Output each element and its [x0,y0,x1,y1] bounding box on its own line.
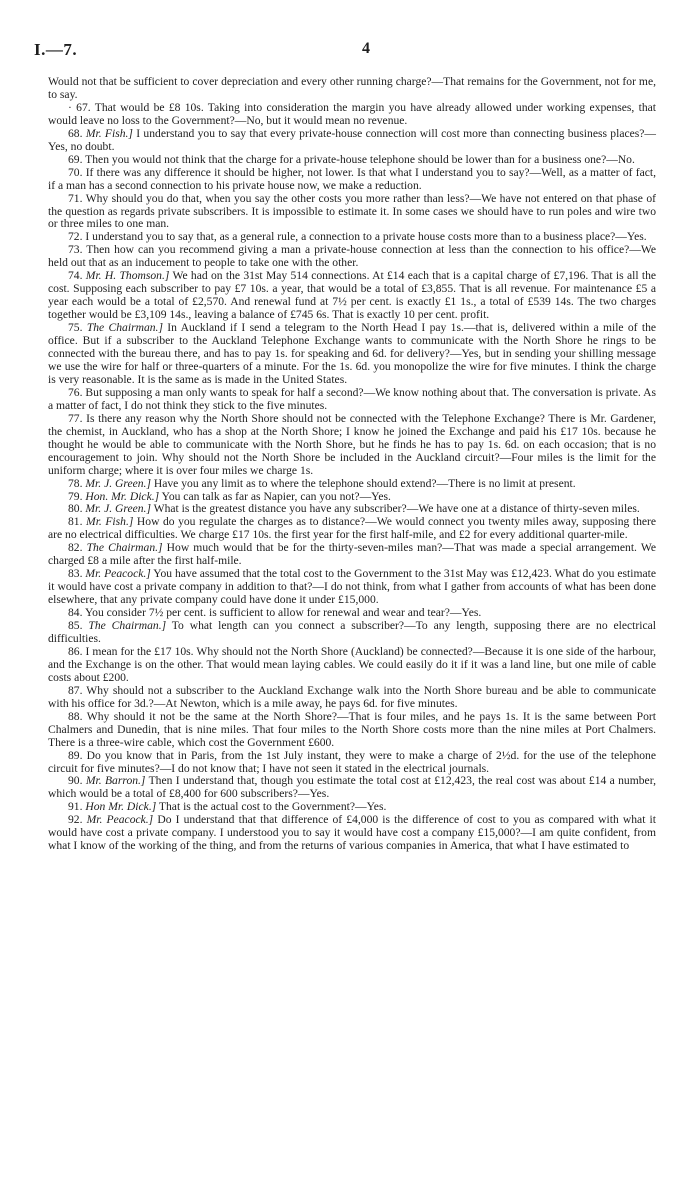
paragraph-text: 89. Do you know that in Paris, from the 1st July instant, they were to make a charge of 2½d. for the use of the telephone circuit for five minutes?—I do not know that; I have not seen it stated in the electrical journals. [48,748,656,775]
speaker-name: The Chairman.] [86,541,163,555]
paragraph-text: 73. Then how can you recommend giving a man a private-house connection at less than the connection to his office?—We held out that as an inducement to people to take one with the other. [48,243,656,270]
speaker-name: Mr. J. Green.] [85,502,151,516]
paragraph [48,128,656,154]
speaker-name: Hon. Mr. Dick.] [85,489,160,503]
speaker-name: The Chairman.] [88,619,167,633]
paragraph-text: 80. [68,502,86,516]
paragraph-text: 83. [68,567,86,581]
paragraph [48,76,656,102]
paragraph-rest: You have assumed that the total cost to the Government to the 31st May was £12,423. What do you estimate it would have cost a private company in addition to that?—I do not think, from what I gather from accounts of what has been done elsewhere, that any private company could have done it under £15,000. [48,567,656,607]
paragraph-text: 76. But supposing a man only wants to speak for half a second?—We know nothing about that. The conversation is private. As a matter of fact, I do not think they stick to the five minutes. [48,385,656,412]
paragraph-rest: You can talk as far as Napier, can you not?—Yes. [159,489,391,503]
paragraph-rest: To what length can you connect a subscriber?—To any length, supposing there are no electrical difficulties. [48,619,656,645]
paragraph [48,270,656,322]
paragraph [48,685,656,711]
paragraph [48,620,656,646]
paragraph-text: 71. Why should you do that, when you say the other costs you more rather than less?—We have not entered on that phase of the question as regards private subscribers. It is impossible to estimate it. In some cases we should have to run poles and wire two or three miles to one man. [48,191,656,231]
paragraph-text: 92. [68,813,87,827]
paragraph-text: 87. Why should not a subscriber to the Auckland Exchange walk into the North Shore bureau and be able to communicate with his office for 3d.?—At Newton, which is a mile away, he pays 6d. for five minutes. [48,683,656,710]
paragraph-text: 88. Why should it not be the same at the North Shore?—That is four miles, and he pays 1s. It is the same between Port Chalmers and Dunedin, that is nine miles. That four miles to the North Shore costs more than the nine miles at Port Chalmers. There is a three-wire cable, which cost the Government £600. [48,709,656,749]
paragraph-text: 72. I understand you to say that, as a general rule, a connection to a private house costs more than to a business place?—Yes. [68,230,647,244]
paragraph-text: 70. If there was any difference it should be higher, not lower. Is that what I understand you to say?—Well, as a matter of fact, if a man has a second connection to his private house now, we make a reduction. [48,165,656,192]
paragraph-rest: How much would that be for the thirty-seven-miles man?—That was made a special arrangement. We charged £8 a mile after the first half-mile. [48,541,657,568]
paragraph [48,322,656,387]
document-reference: I.—7. [34,40,78,59]
paragraph-text: 85. [68,619,89,633]
paragraph [48,167,656,193]
paragraph [48,516,656,542]
paragraph-text: 78. [68,476,86,490]
speaker-name: Mr. Fish.] [86,515,134,529]
paragraph-rest: How do you regulate the charges as to distance?—We would connect you twenty miles away, supposing there are no electrical difficulties. We charge £17 10s. the first year for the first half-mile, and £2 for every additional quarter-mile. [48,515,657,542]
paragraph [48,244,656,270]
paragraph [48,413,656,478]
paragraph-text: 75. [68,321,87,335]
paragraph-rest: Have you any limit as to where the telephone should extend?—There is no limit at present. [150,476,576,490]
paragraph-text: 86. I mean for the £17 10s. Why should not the North Shore (Auckland) be connected?—Because it is one side of the harbour, and the Exchange is on the other. That would mean laying cables. We could easily do it if it was a land line, but one mile of cable costs about £200. [48,644,656,684]
paragraph-text: 90. [68,774,86,788]
paragraph-text: 91. [68,800,86,814]
paragraph-text: 84. You consider 7½ per cent. is sufficient to allow for renewal and wear and tear?—Yes. [68,606,482,620]
paragraph [48,193,656,232]
paragraph-text: 74. [68,269,86,283]
speaker-name: Mr. H. Thomson.] [85,269,170,283]
paragraph [48,646,656,685]
paragraph [48,102,656,128]
paragraph-rest: Then I understand that, though you estimate the total cost at £12,423, the real cost was about £14 a number, which would be a total of £8,400 for 600 subscribers?—Yes. [48,774,656,801]
paragraph-rest: Do I understand that that difference of £4,000 is the difference of cost to you as compared with what it would have cost a private company. I understood you to say it would have cost a company £15,000?—I am quite confident, from what I know of the working of the thing, and from the returns of various companies in America, that what I have estimated to [48,813,656,853]
paragraph-text: 68. [68,126,86,140]
speaker-name: Mr. Peacock.] [86,813,154,827]
paragraph [48,387,656,413]
paragraph [48,750,656,776]
paragraph-text: 77. Is there any reason why the North Shore should not be connected with the Telephone Exchange? There is Mr. Gardener, the chemist, in Auckland, who has a shop at the North Shore; I know he joined the Exchange and paid his £17 10s. because he thought he would be able to communicate with the North Shore, but he finds he has to pay 1s. 6d. on each occasion; that is no encouragement to join. Why should not the North Shore be included in the Auckland circuit?—Four miles is the limit for the uniform charge; where it is over four miles we charge 1s. [48,411,656,477]
page-number: 4 [362,40,370,57]
paragraph-rest: What is the greatest distance you have any subscriber?—We have one at a distance of thirty-seven miles. [150,502,640,516]
speaker-name: Mr. Peacock.] [85,567,151,581]
paragraph-rest: I understand you to say that every private-house connection will cost more than connecting business places?—Yes, no doubt. [48,126,657,153]
speaker-name: Mr. J. Green.] [85,476,151,490]
paragraph-text: Would not that be sufficient to cover depreciation and every other running charge?—That remains for the Government, not for me, to say. [48,75,656,101]
document-body [48,76,656,853]
paragraph-rest: We had on the 31st May 514 connections. At £14 each that is a capital charge of £7,196. That is all the cost. Supposing each subscriber to pay £7 10s. a year, that would be a total of £3,855. That is all revenue. For maintenance £5 a year each would be a total of £2,570. And renewal fund at 7½ per cent. is exactly £1 1s., a total of £539 14s. The two charges together would be £3,109 14s., leaving a balance of £745 6s. That is exactly 10 per cent. profit. [48,269,657,322]
paragraph [48,775,656,801]
paragraph [48,814,656,853]
paragraph-text: 79. [68,489,86,503]
paragraph [48,711,656,750]
paragraph [48,542,656,568]
speaker-name: Mr. Barron.] [85,774,146,788]
paragraph-text: 81. [68,515,87,529]
paragraph-text: 69. Then you would not think that the charge for a private-house telephone should be lower than for a business one?—No. [68,152,635,166]
speaker-name: Hon Mr. Dick.] [85,800,157,814]
paragraph-rest: That is the actual cost to the Government?—Yes. [156,800,387,814]
speaker-name: Mr. Fish.] [85,126,133,140]
paragraph-text: 82. [68,541,87,555]
paragraph-rest: In Auckland if I send a telegram to the North Head I pay 1s.—that is, delivered within a mile of the office. But if a subscriber to the Auckland Telephone Exchange wants to communicate with the North Shore he rings to be connected with the bureau there, and has to pay 1s. for speaking and 6d. for delivery?—Yes, but in sending your shilling message we use the wire for half or three-quarters of a minute. For the 1s. 6d. you monopolize the wire for five minutes. I think the charge is very reasonable. It is the same as is made in the United States. [48,321,657,386]
speaker-name: The Chairman.] [86,321,163,335]
paragraph [48,568,656,607]
page-header [34,40,660,64]
paragraph-text: · 67. That would be £8 10s. Taking into consideration the margin you have already allowed under working expenses, that would leave no loss to the Government?—No, but it would mean no revenue. [48,100,656,127]
